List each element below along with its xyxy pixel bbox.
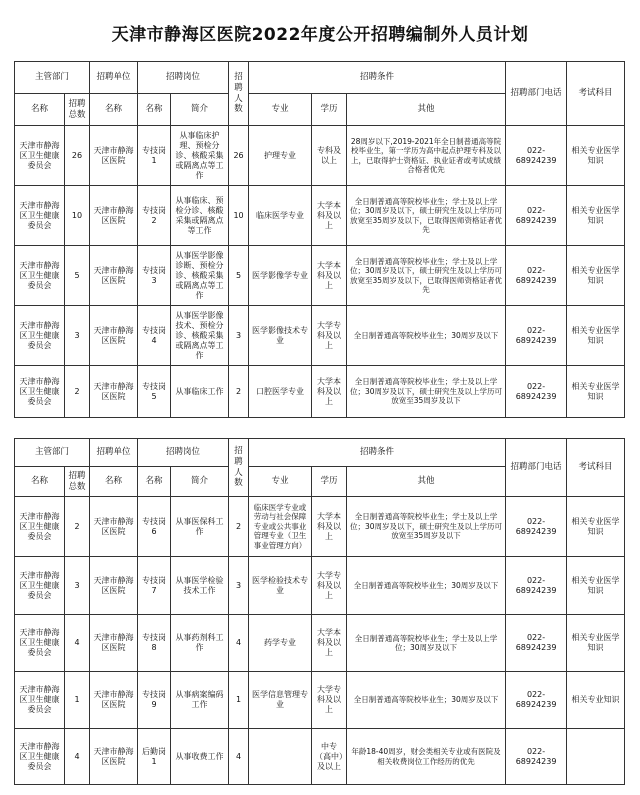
unit-name: 天津市静海区医院 xyxy=(90,497,138,557)
dept-name: 天津市静海区卫生健康委员会 xyxy=(15,366,65,418)
unit-name: 天津市静海区医院 xyxy=(90,615,138,672)
header-post: 招聘岗位 xyxy=(138,439,229,467)
education: 大学本科及以上 xyxy=(312,186,347,246)
post-name: 专技岗5 xyxy=(138,366,171,418)
exam-subject: 相关专业医学知识 xyxy=(567,246,625,306)
unit-name: 天津市静海区医院 xyxy=(90,557,138,615)
recruitment-table-2 xyxy=(14,438,625,785)
header-phone: 招聘部门电话 xyxy=(506,62,567,126)
exam-subject: 相关专业医学知识 xyxy=(567,126,625,186)
header-count: 招聘人数 xyxy=(229,439,249,497)
education: 中专（高中）及以上 xyxy=(312,729,347,785)
other-requirements: 全日制普通高等院校毕业生；学士及以上学位；30周岁及以下，硕士研究生及以上学历可放宽至35周岁及以下 xyxy=(347,366,506,418)
table-row xyxy=(15,615,625,672)
table-row xyxy=(15,557,625,615)
header-dept: 主管部门 xyxy=(15,62,90,94)
major: 口腔医学专业 xyxy=(249,366,312,418)
page-title: 天津市静海区医院2022年度公开招聘编制外人员计划 xyxy=(111,25,529,45)
header-intro: 简介 xyxy=(171,94,229,126)
dept-name: 天津市静海区卫生健康委员会 xyxy=(15,126,65,186)
header-exam: 考试科目 xyxy=(567,62,625,126)
dept-name: 天津市静海区卫生健康委员会 xyxy=(15,729,65,785)
post-count: 1 xyxy=(229,672,249,729)
post-intro: 从事医保科工作 xyxy=(171,497,229,557)
dept-total: 4 xyxy=(65,615,90,672)
post-intro: 从事医学影像技术、预检分诊、核酸采集或隔离点等工作 xyxy=(171,306,229,366)
dept-name: 天津市静海区卫生健康委员会 xyxy=(15,615,65,672)
education: 大学本科及以上 xyxy=(312,497,347,557)
header-other: 其他 xyxy=(347,94,506,126)
exam-subject: 相关专业知识 xyxy=(567,672,625,729)
unit-name: 天津市静海区医院 xyxy=(90,729,138,785)
post-intro: 从事临床工作 xyxy=(171,366,229,418)
education: 专科及以上 xyxy=(312,126,347,186)
other-requirements: 全日制普通高等院校毕业生；学士及以上学位；30周岁及以下 xyxy=(347,615,506,672)
other-requirements: 全日制普通高等院校毕业生；学士及以上学位；30周岁及以下，硕士研究生及以上学历可放宽至35周岁及以下，已取得医师资格证者优先 xyxy=(347,186,506,246)
education: 大学本科及以上 xyxy=(312,246,347,306)
header-name: 名称 xyxy=(15,94,65,126)
unit-name: 天津市静海区医院 xyxy=(90,672,138,729)
post-count: 10 xyxy=(229,186,249,246)
header-conditions: 招聘条件 xyxy=(249,439,506,467)
major: 医学检验技术专业 xyxy=(249,557,312,615)
exam-subject: 相关专业医学知识 xyxy=(567,366,625,418)
post-intro: 从事医学检验技术工作 xyxy=(171,557,229,615)
dept-name: 天津市静海区卫生健康委员会 xyxy=(15,306,65,366)
header-intro: 简介 xyxy=(171,467,229,497)
post-intro: 从事临床、预检分诊、核酸采集或隔离点等工作 xyxy=(171,186,229,246)
unit-name: 天津市静海区医院 xyxy=(90,306,138,366)
major: 临床医学专业 xyxy=(249,186,312,246)
recruitment-table-1 xyxy=(14,61,625,418)
header-unit: 招聘单位 xyxy=(90,439,138,467)
post-name: 专技岗7 xyxy=(138,557,171,615)
major: 医学影像技术专业 xyxy=(249,306,312,366)
education: 大学本科及以上 xyxy=(312,615,347,672)
header-dept-total: 招聘总数 xyxy=(65,94,90,126)
phone: 022-68924239 xyxy=(506,126,567,186)
post-count: 2 xyxy=(229,497,249,557)
header-edu: 学历 xyxy=(312,467,347,497)
unit-name: 天津市静海区医院 xyxy=(90,366,138,418)
phone: 022-68924239 xyxy=(506,497,567,557)
table-row xyxy=(15,497,625,557)
dept-total: 26 xyxy=(65,126,90,186)
major: 医学信息管理专业 xyxy=(249,672,312,729)
phone: 022-68924239 xyxy=(506,729,567,785)
header-edu: 学历 xyxy=(312,94,347,126)
phone: 022-68924239 xyxy=(506,186,567,246)
phone: 022-68924239 xyxy=(506,672,567,729)
post-intro: 从事病案编码工作 xyxy=(171,672,229,729)
phone: 022-68924239 xyxy=(506,366,567,418)
post-name: 专技岗3 xyxy=(138,246,171,306)
header-name: 名称 xyxy=(15,467,65,497)
table-row xyxy=(15,729,625,785)
other-requirements: 全日制普通高等院校毕业生；30周岁及以下 xyxy=(347,557,506,615)
exam-subject: 相关专业医学知识 xyxy=(567,615,625,672)
phone: 022-68924239 xyxy=(506,306,567,366)
education: 大学专科及以上 xyxy=(312,672,347,729)
post-name: 后勤岗1 xyxy=(138,729,171,785)
major: 医学影像学专业 xyxy=(249,246,312,306)
post-count: 3 xyxy=(229,306,249,366)
other-requirements: 28周岁以下,2019-2021年全日制普通高等院校毕业生，第一学历为高中起点护理专科及以上，已取得护士资格证、执业证者或考试成绩合格者优先 xyxy=(347,126,506,186)
post-count: 26 xyxy=(229,126,249,186)
major: 临床医学专业或劳动与社会保障专业或公共事业管理专业（卫生事业管理方向） xyxy=(249,497,312,557)
table-row xyxy=(15,306,625,366)
dept-total: 2 xyxy=(65,366,90,418)
header-major: 专业 xyxy=(249,94,312,126)
phone: 022-68924239 xyxy=(506,246,567,306)
header-post-name: 名称 xyxy=(138,467,171,497)
post-name: 专技岗2 xyxy=(138,186,171,246)
major xyxy=(249,729,312,785)
exam-subject: 相关专业医学知识 xyxy=(567,557,625,615)
header-dept: 主管部门 xyxy=(15,439,90,467)
post-name: 专技岗6 xyxy=(138,497,171,557)
education: 大学专科及以上 xyxy=(312,557,347,615)
table-row xyxy=(15,672,625,729)
table-row xyxy=(15,366,625,418)
header-count: 招聘人数 xyxy=(229,62,249,126)
exam-subject xyxy=(567,729,625,785)
post-intro: 从事临床护理、预检分诊、核酸采集或隔离点等工作 xyxy=(171,126,229,186)
other-requirements: 全日制普通高等院校毕业生；学士及以上学位；30周岁及以下，硕士研究生及以上学历可放宽至35周岁及以下，已取得医师资格证者优先 xyxy=(347,246,506,306)
other-requirements: 年龄18-40周岁，财会类相关专业或有医院及相关收费岗位工作经历的优先 xyxy=(347,729,506,785)
header-phone: 招聘部门电话 xyxy=(506,439,567,497)
dept-name: 天津市静海区卫生健康委员会 xyxy=(15,186,65,246)
dept-total: 10 xyxy=(65,186,90,246)
post-intro: 从事药剂科工作 xyxy=(171,615,229,672)
phone: 022-68924239 xyxy=(506,615,567,672)
header-unit-name: 名称 xyxy=(90,467,138,497)
unit-name: 天津市静海区医院 xyxy=(90,126,138,186)
dept-total: 5 xyxy=(65,246,90,306)
header-post: 招聘岗位 xyxy=(138,62,229,94)
other-requirements: 全日制普通高等院校毕业生；30周岁及以下 xyxy=(347,306,506,366)
phone: 022-68924239 xyxy=(506,557,567,615)
post-count: 4 xyxy=(229,729,249,785)
post-count: 5 xyxy=(229,246,249,306)
exam-subject: 相关专业医学知识 xyxy=(567,497,625,557)
education: 大学本科及以上 xyxy=(312,366,347,418)
header-dept-total: 招聘总数 xyxy=(65,467,90,497)
dept-total: 3 xyxy=(65,306,90,366)
table-row xyxy=(15,246,625,306)
major: 护理专业 xyxy=(249,126,312,186)
header-unit: 招聘单位 xyxy=(90,62,138,94)
post-name: 专技岗4 xyxy=(138,306,171,366)
unit-name: 天津市静海区医院 xyxy=(90,246,138,306)
post-intro: 从事收费工作 xyxy=(171,729,229,785)
education: 大学专科及以上 xyxy=(312,306,347,366)
header-other: 其他 xyxy=(347,467,506,497)
header-exam: 考试科目 xyxy=(567,439,625,497)
table-row xyxy=(15,126,625,186)
unit-name: 天津市静海区医院 xyxy=(90,186,138,246)
header-conditions: 招聘条件 xyxy=(249,62,506,94)
header-major: 专业 xyxy=(249,467,312,497)
post-name: 专技岗1 xyxy=(138,126,171,186)
post-count: 2 xyxy=(229,366,249,418)
other-requirements: 全日制普通高等院校毕业生；学士及以上学位；30周岁及以下，硕士研究生及以上学历可放宽至35周岁及以下 xyxy=(347,497,506,557)
exam-subject: 相关专业医学知识 xyxy=(567,306,625,366)
dept-name: 天津市静海区卫生健康委员会 xyxy=(15,672,65,729)
post-name: 专技岗8 xyxy=(138,615,171,672)
table-row xyxy=(15,186,625,246)
dept-total: 3 xyxy=(65,557,90,615)
post-count: 4 xyxy=(229,615,249,672)
dept-name: 天津市静海区卫生健康委员会 xyxy=(15,246,65,306)
other-requirements: 全日制普通高等院校毕业生；30周岁及以下 xyxy=(347,672,506,729)
post-count: 3 xyxy=(229,557,249,615)
dept-total: 2 xyxy=(65,497,90,557)
dept-name: 天津市静海区卫生健康委员会 xyxy=(15,557,65,615)
major: 药学专业 xyxy=(249,615,312,672)
header-post-name: 名称 xyxy=(138,94,171,126)
post-name: 专技岗9 xyxy=(138,672,171,729)
post-intro: 从事医学影像诊断、预检分诊、核酸采集或隔离点等工作 xyxy=(171,246,229,306)
exam-subject: 相关专业医学知识 xyxy=(567,186,625,246)
dept-total: 1 xyxy=(65,672,90,729)
dept-total: 4 xyxy=(65,729,90,785)
dept-name: 天津市静海区卫生健康委员会 xyxy=(15,497,65,557)
header-unit-name: 名称 xyxy=(90,94,138,126)
